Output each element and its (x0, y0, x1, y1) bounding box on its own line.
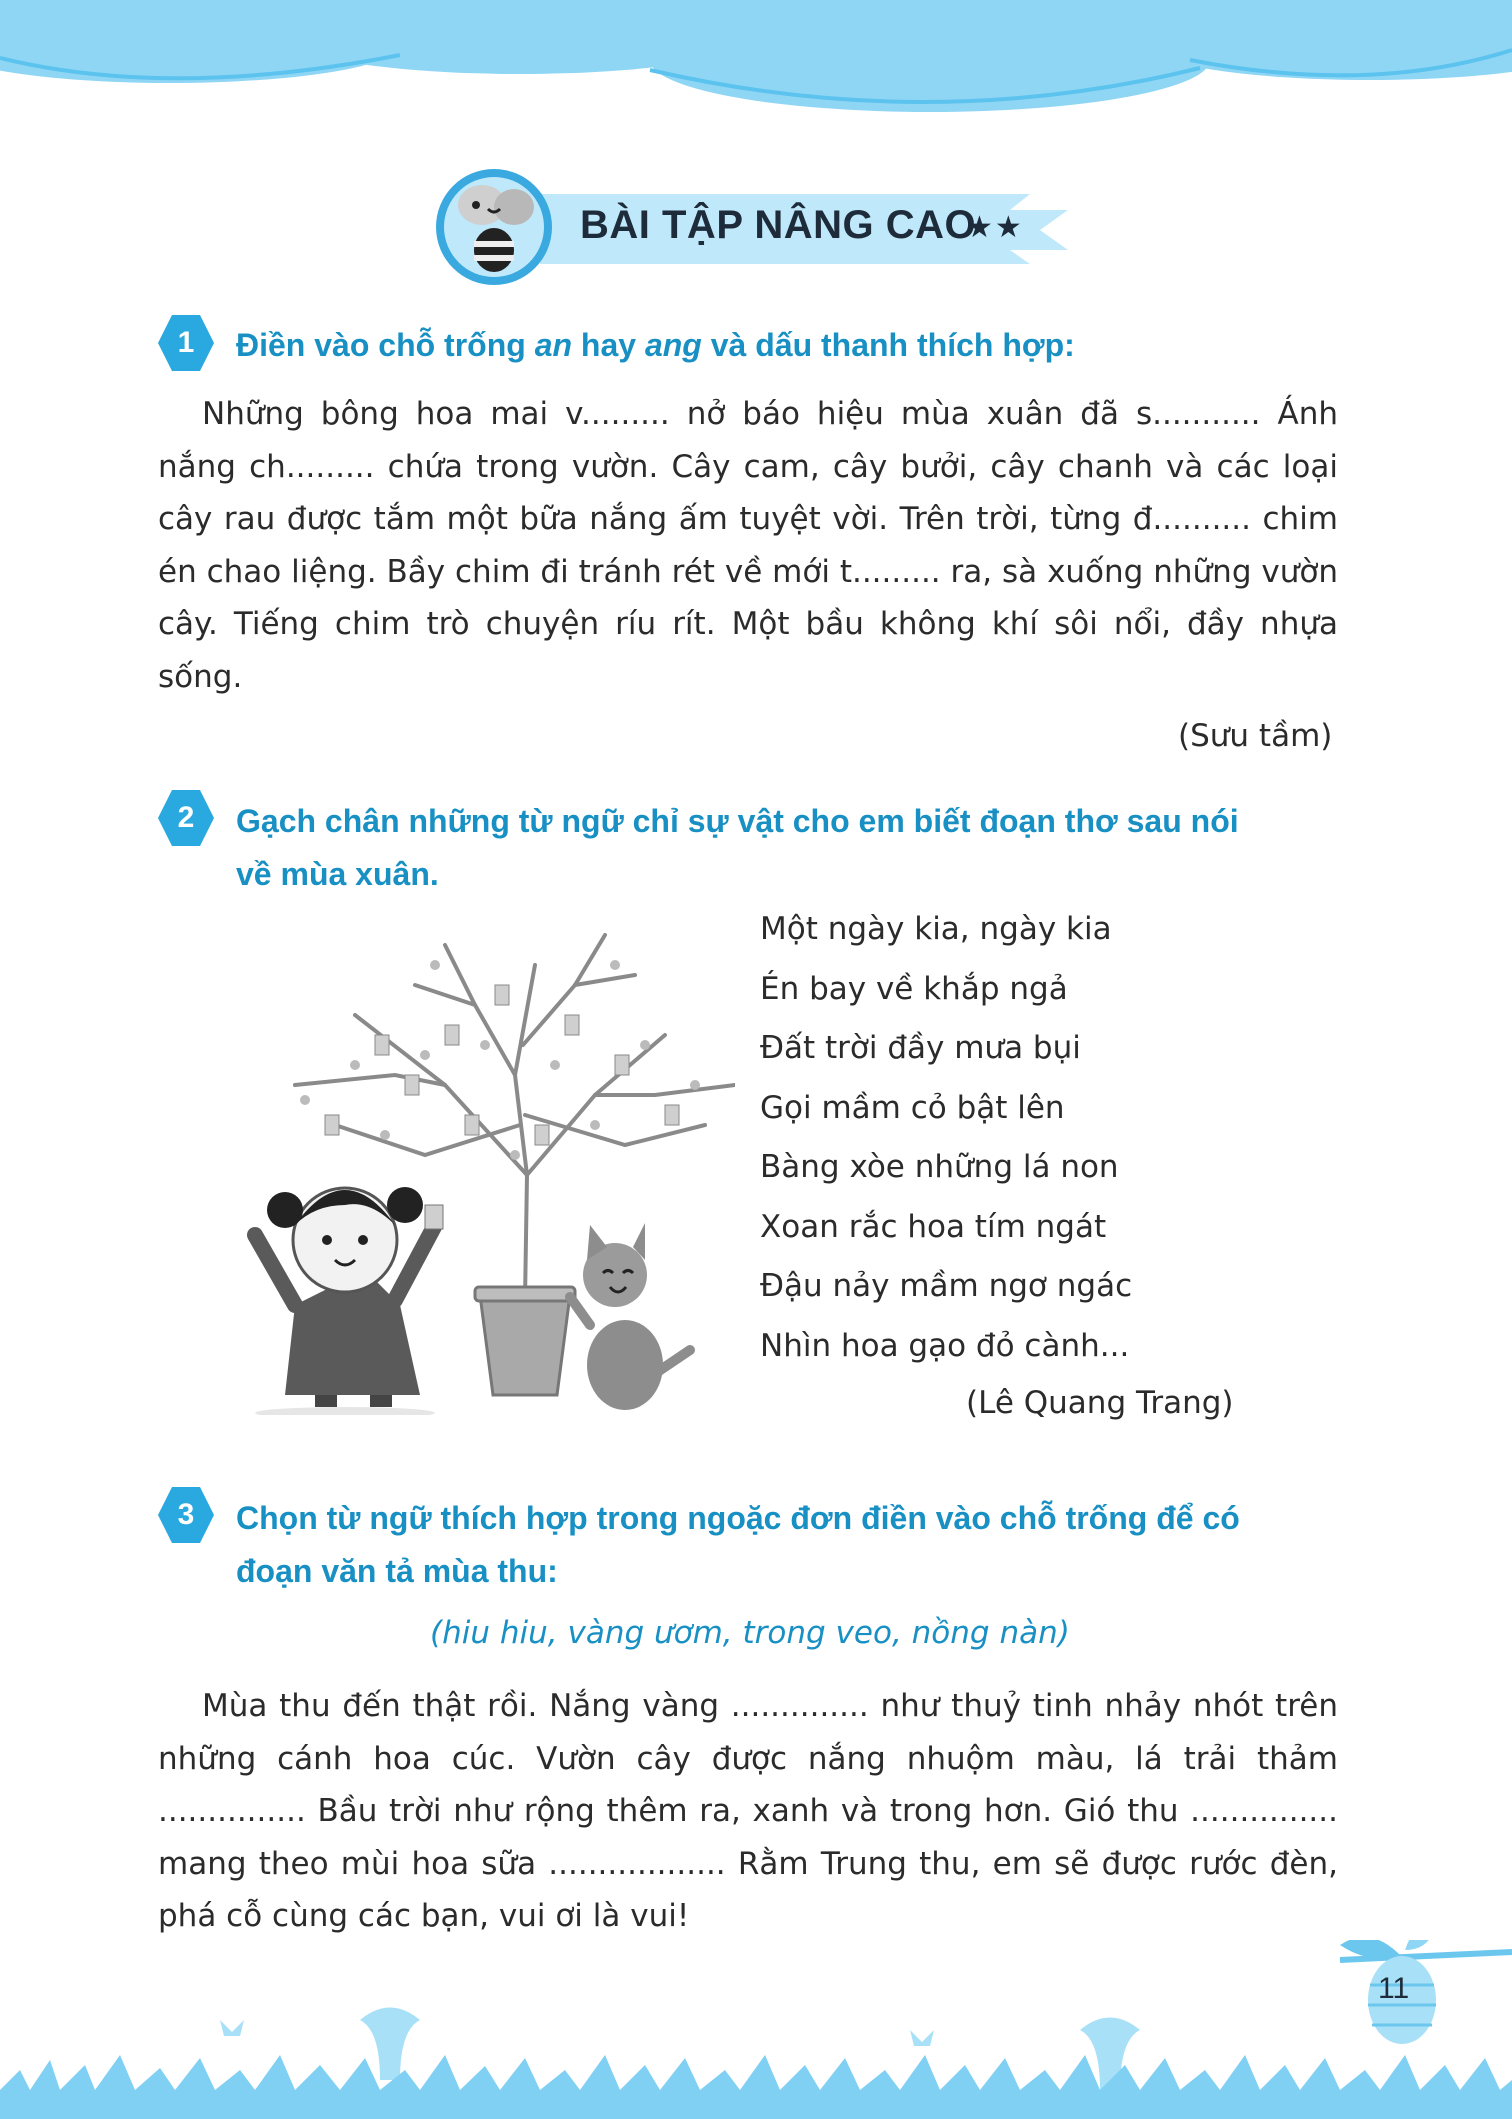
poem-line: Én bay về khắp ngả (760, 970, 1068, 1007)
source-note: (Sưu tầm) (1178, 718, 1333, 754)
exercise-number: 1 (177, 326, 195, 359)
poem-line: Một ngày kia, ngày kia (760, 911, 1112, 947)
poem-author: (Lê Quang Trang) (966, 1385, 1234, 1421)
page-title: BÀI TẬP NÂNG CAO (580, 203, 977, 247)
page-number: 11 (1378, 1972, 1410, 2005)
word-choices: (hiu hiu, vàng ươm, trong veo, nồng nàn) (430, 1615, 1070, 1651)
exercise-1-paragraph: Những bông hoa mai v......... nở báo hiệu mùa xuân đã s........... Ánh nắng ch......... chứa trong vườn. Cây cam, cây bưởi, cây chanh và các loại cây rau được tắm một bữa nắng ấm tuyệt vời. Trên trời, từng đ.......... chim én chao liệng. Bầy chim đi tránh rét về mới t......... ra, sà xuống những vườn cây. Tiếng chim trò chuyện ríu rít. Một bầu không khí sôi nổi, đầy nhựa sống. (158, 396, 1338, 695)
spring-tree-illustration (235, 925, 735, 1415)
exercise-1-title: Điền vào chỗ trống an hay ang và dấu thanh thích hợp: (236, 327, 1075, 363)
exercise-2-title: Gạch chân những từ ngữ chỉ sự vật cho em biết đoạn thơ sau nói về mùa xuân. (236, 803, 1239, 892)
poem-line: Gọi mầm cỏ bật lên (760, 1089, 1065, 1126)
exercise-3-paragraph: Mùa thu đến thật rồi. Nắng vàng .............. như thuỷ tinh nhảy nhót trên những cánh hoa cúc. Vườn cây được nắng nhuộm màu, lá trải thảm ............... Bầu trời như rộng thêm ra, xanh và trong hơn. Gió thu ............... mang theo mùi hoa sữa .................. Rằm Trung thu, em sẽ được rước đèn, phá cỗ cùng các bạn, vui ơi là vui! (158, 1688, 1338, 1934)
difficulty-stars: ★★ (966, 210, 1024, 245)
bee-mascot-icon (432, 165, 557, 290)
exercise-number: 2 (177, 801, 195, 834)
cloud-banner (0, 0, 1512, 120)
poem-line: Bàng xòe những lá non (760, 1149, 1119, 1185)
poem-line: Đậu nảy mầm ngơ ngác (760, 1268, 1133, 1304)
poem-line: Xoan rắc hoa tím ngát (760, 1208, 1107, 1245)
poem-line: Nhìn hoa gạo đỏ cành... (760, 1327, 1130, 1364)
poem (760, 900, 1132, 1376)
poem-line: Đất trời đầy mưa bụi (760, 1030, 1081, 1066)
grass-footer (0, 1940, 1512, 2119)
exercise-number: 3 (177, 1498, 195, 1531)
exercise-3-title: Chọn từ ngữ thích hợp trong ngoặc đơn điền vào chỗ trống để có đoạn văn tả mùa thu: (236, 1500, 1240, 1589)
